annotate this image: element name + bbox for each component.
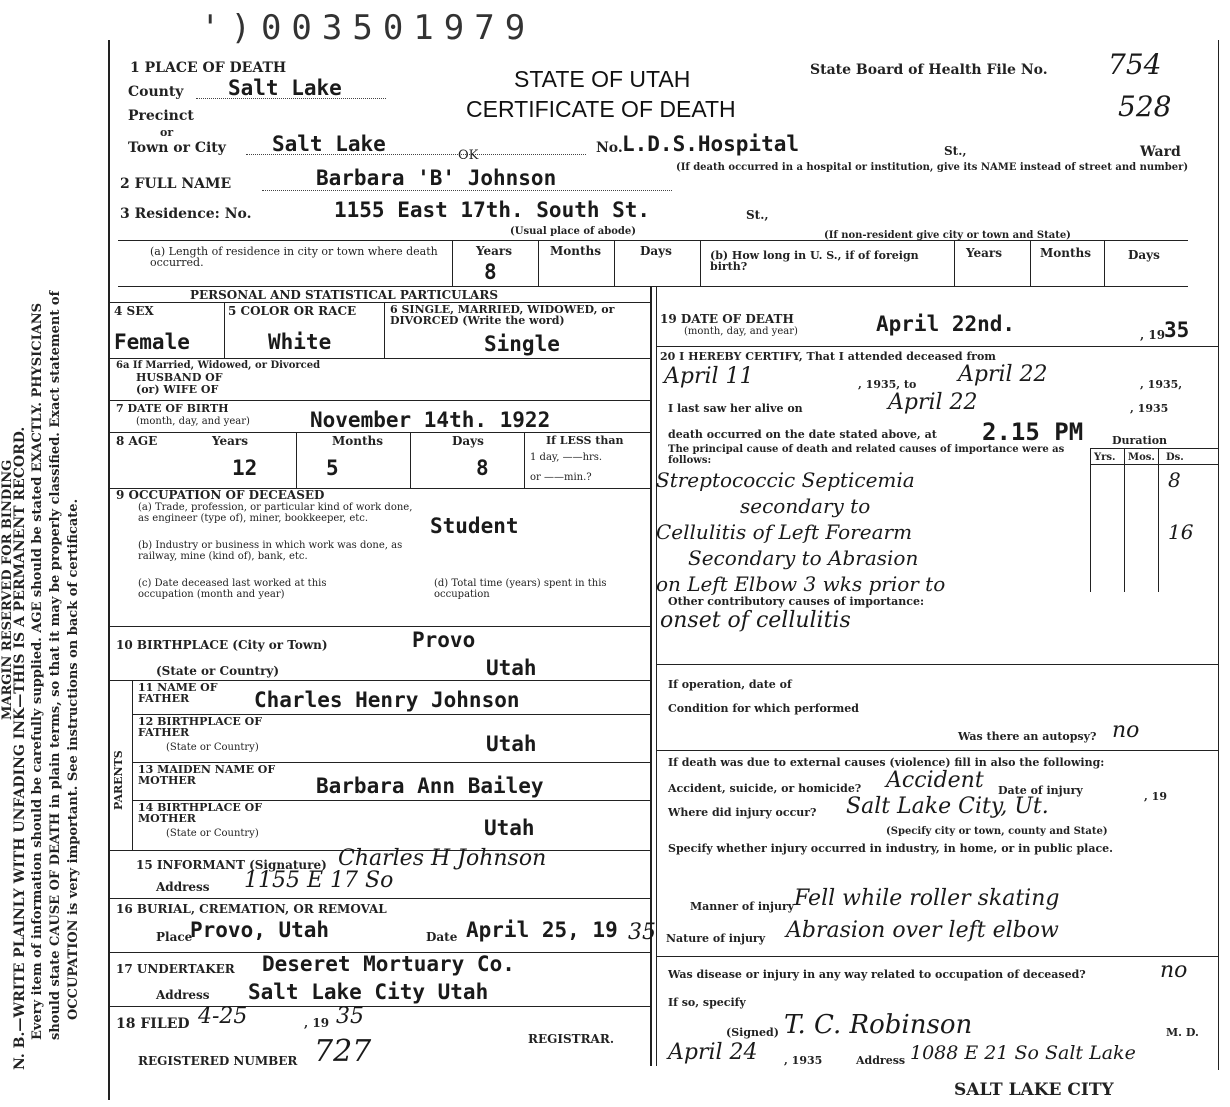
related-label: Was disease or injury in any way related to occupation of deceased? xyxy=(668,968,1086,981)
residence-label: 3 Residence: No. xyxy=(120,206,252,222)
occupation-a-label: (a) Trade, profession, or particular kind of work done, as engineer (type of), miner, bookkeeper, etc. xyxy=(138,502,413,524)
occupation-b-label: (b) Industry or business in which work was done, as railway, mine (kind of), bank, etc. xyxy=(138,540,403,562)
dob-sublabel: (month, day, and year) xyxy=(136,416,250,427)
attended-19b: , 1935, xyxy=(1140,378,1183,391)
hospital-value: L.D.S.Hospital xyxy=(622,132,800,156)
cause-of-death-text: Streptococcic Septicemia xyxy=(656,468,915,492)
age-years-label: Years xyxy=(212,434,249,448)
color-value: White xyxy=(268,330,332,354)
form-right-border xyxy=(1218,40,1219,1070)
informant-label: 15 INFORMANT (Signature) xyxy=(136,858,327,872)
father-name-label: 11 NAME OF FATHER xyxy=(138,681,218,705)
manner-label: Manner of injury xyxy=(690,900,795,913)
specify-label: Specify whether injury occurred in industry, in home, or in public place. xyxy=(668,842,1113,855)
mother-name: Barbara Ann Bailey xyxy=(316,774,544,798)
where-value: Salt Lake City, Ut. xyxy=(846,794,1049,819)
rule xyxy=(452,240,453,286)
age-months-label: Months xyxy=(332,434,384,448)
sex-label: 4 SEX xyxy=(114,304,154,318)
dod-19: , 19 xyxy=(1140,328,1166,342)
father-name: Charles Henry Johnson xyxy=(254,688,520,712)
rule xyxy=(410,432,411,488)
yrs-label: Yrs. xyxy=(1094,452,1116,463)
rule xyxy=(110,626,650,627)
informant-address: 1155 E 17 So xyxy=(244,868,394,893)
full-name-label: 2 FULL NAME xyxy=(120,176,232,192)
rule xyxy=(1104,240,1105,286)
rule xyxy=(1090,448,1218,449)
rule xyxy=(1124,448,1125,592)
or-label: or xyxy=(160,126,174,139)
cause-of-death-text: Secondary to Abrasion xyxy=(688,546,919,570)
attended-from: April 11 xyxy=(664,364,754,389)
burial-label: 16 BURIAL, CREMATION, OR REMOVAL xyxy=(116,902,387,916)
column-divider-inner xyxy=(656,286,657,1066)
length-residence-label: (a) Length of residence in city or town where death occurred. xyxy=(150,245,438,269)
ds-label: Ds. xyxy=(1166,452,1184,463)
street-label: St., xyxy=(944,144,967,158)
birthplace-city: Provo xyxy=(412,628,476,652)
less-than-label: If LESS than xyxy=(546,434,624,447)
spouse-label-c: (or) WIFE OF xyxy=(136,383,219,396)
county-value: Salt Lake xyxy=(228,76,342,100)
binding-margin xyxy=(0,0,98,1107)
full-name-line xyxy=(262,190,672,191)
occupation-c-label: (c) Date deceased last worked at this occupation (month and year) xyxy=(138,578,327,600)
father-birthplace-sublabel: (State or Country) xyxy=(166,742,259,753)
doctor-signature: T. C. Robinson xyxy=(784,1010,973,1040)
dob-label: 7 DATE OF BIRTH xyxy=(116,402,229,415)
burial-date-label: Date xyxy=(426,930,458,944)
city-stamp: SALT LAKE CITY xyxy=(954,1080,1114,1100)
external-label: If death was due to external causes (violence) fill in also the following: xyxy=(668,756,1105,769)
age-label: 8 AGE xyxy=(116,434,158,448)
county-label: County xyxy=(128,84,184,100)
principal-label: The principal cause of death and related causes of importance were as follows: xyxy=(668,444,1065,466)
burial-year: 35 xyxy=(628,920,656,945)
attended-19a: , 1935, to xyxy=(858,378,917,391)
age-months: 5 xyxy=(326,456,339,480)
doctor-address: 1088 E 21 So Salt Lake xyxy=(910,1042,1136,1064)
dod-year: 35 xyxy=(1164,318,1190,342)
rule xyxy=(538,240,539,286)
dob-value: November 14th. 1922 xyxy=(310,408,551,432)
accident-label: Accident, suicide, or homicide? xyxy=(668,782,862,795)
rule xyxy=(1030,240,1031,286)
rule xyxy=(700,240,701,286)
where-note: (Specify city or town, county and State) xyxy=(886,826,1108,837)
undertaker-value: Deseret Mortuary Co. xyxy=(262,952,515,976)
filed-date: 4-25 xyxy=(198,1004,248,1029)
cause-of-death-text: Cellulitis of Left Forearm xyxy=(656,520,913,544)
residence-years: 8 xyxy=(484,260,497,284)
rule xyxy=(656,956,1218,957)
mother-birthplace-label: 14 BIRTHPLACE OF MOTHER xyxy=(138,801,263,825)
residence-days-label: Days xyxy=(640,244,672,258)
less-min-label: or ——min.? xyxy=(530,472,592,483)
nonresident-note: (If non-resident give city or town and State) xyxy=(824,230,1071,241)
marital-label: 6 SINGLE, MARRIED, WIDOWED, or DIVORCED (Write the word) xyxy=(390,303,615,327)
rule xyxy=(110,432,650,433)
registered-number: 727 xyxy=(314,1034,372,1069)
other-causes-label: Other contributory causes of importance: xyxy=(668,595,925,608)
rule xyxy=(1090,448,1091,592)
town-label: Town or City xyxy=(128,140,226,156)
burial-place: Provo, Utah xyxy=(190,918,330,942)
sex-value: Female xyxy=(114,330,190,354)
margin-note-1: N. B.—WRITE PLAINLY WITH UNFADING INK—THIS IS A PERMANENT RECORD. xyxy=(12,426,28,1070)
occurred-label: death occurred on the date stated above, at xyxy=(668,428,937,441)
rule xyxy=(954,240,955,286)
personal-heading: PERSONAL AND STATISTICAL PARTICULARS xyxy=(190,288,499,302)
birthplace-state-label: (State or Country) xyxy=(156,664,280,678)
accident-value: Accident xyxy=(886,768,984,793)
birthplace-state: Utah xyxy=(486,656,537,680)
undertaker-address-label: Address xyxy=(156,988,210,1002)
signed-date: April 24 xyxy=(668,1040,758,1065)
informant-address-label: Address xyxy=(156,880,210,894)
dod-label: 19 DATE OF DEATH xyxy=(660,312,794,326)
if-so-label: If so, specify xyxy=(668,996,746,1009)
cause-of-death-text: on Left Elbow 3 wks prior to xyxy=(656,572,946,596)
file-number: 754 xyxy=(1108,48,1162,81)
residence-months-label: Months xyxy=(550,244,602,258)
informant-signature: Charles H Johnson xyxy=(338,846,547,871)
age-days-label: Days xyxy=(452,434,484,448)
rule xyxy=(656,664,1218,665)
father-birthplace: Utah xyxy=(486,732,537,756)
last-saw-19: , 1935 xyxy=(1130,402,1169,415)
rule xyxy=(110,400,650,401)
burial-place-label: Place xyxy=(156,930,193,944)
occupation-value: Student xyxy=(430,514,519,538)
certify-label: 20 I HEREBY CERTIFY, That I attended deceased from xyxy=(660,350,996,363)
cause-duration-days: 16 xyxy=(1168,520,1194,544)
father-birthplace-label: 12 BIRTHPLACE OF FATHER xyxy=(138,715,263,739)
marital-value: Single xyxy=(484,332,560,356)
mother-birthplace-sublabel: (State or Country) xyxy=(166,828,259,839)
autopsy-label: Was there an autopsy? xyxy=(958,730,1097,743)
registrar-label: REGISTRAR. xyxy=(528,1032,615,1046)
form-left-border xyxy=(108,40,110,1100)
rule xyxy=(656,750,1218,751)
rule xyxy=(110,1006,650,1007)
injury-date-19: , 19 xyxy=(1144,790,1167,803)
spouse-label-a: 6a If Married, Widowed, or Divorced xyxy=(116,360,321,371)
color-label: 5 COLOR OR RACE xyxy=(228,304,357,318)
doctor-address-label: Address xyxy=(856,1054,906,1067)
time-of-death: 2.15 PM xyxy=(982,418,1084,446)
operation-label: If operation, date of xyxy=(668,678,792,691)
spouse-label-b: HUSBAND OF xyxy=(136,371,223,384)
occupation-d-label: (d) Total time (years) spent in this occupation xyxy=(434,578,607,600)
filed-label: 18 FILED xyxy=(116,1016,190,1032)
column-divider xyxy=(650,286,652,1066)
dod-value: April 22nd. xyxy=(876,312,1016,336)
cause-duration-days: 8 xyxy=(1168,468,1181,492)
rule xyxy=(614,240,615,286)
rule xyxy=(224,302,225,358)
age-days: 8 xyxy=(476,456,489,480)
ward-label: Ward xyxy=(1140,144,1181,160)
town-value: Salt Lake xyxy=(272,132,386,156)
place-number-label: No. xyxy=(596,140,623,156)
less-day-label: 1 day, ——hrs. xyxy=(530,452,603,463)
undertaker-label: 17 UNDERTAKER xyxy=(116,962,235,976)
cause-of-death-text: secondary to xyxy=(740,494,871,518)
related-value: no xyxy=(1160,958,1188,983)
rule xyxy=(110,898,650,899)
town-line xyxy=(246,154,586,155)
residence-box-bottom xyxy=(118,286,1188,287)
margin-note-2: Every item of information should be carefully supplied. AGE should be stated EXACTLY. PHYSICIANS xyxy=(30,302,45,1040)
md-label: M. D. xyxy=(1166,1026,1199,1039)
margin-binding-note: MARGIN RESERVED FOR BINDING xyxy=(0,459,15,720)
residence-box-top xyxy=(118,240,1188,241)
undertaker-address: Salt Lake City Utah xyxy=(248,980,489,1004)
us-months-label: Months xyxy=(1040,246,1092,260)
margin-note-3: should state CAUSE OF DEATH in plain terms, so that it may be properly classified. Exact statement of xyxy=(48,290,63,1040)
signed-19: , 1935 xyxy=(784,1054,823,1067)
rule xyxy=(296,432,297,488)
us-residence-label: (b) How long in U. S., if of foreign birth? xyxy=(710,249,919,273)
hospital-note: (If death occurred in a hospital or institution, give its NAME instead of street and number) xyxy=(676,162,1189,173)
last-saw-date: April 22 xyxy=(888,390,978,415)
filed-19: , 19 xyxy=(304,1016,330,1030)
rule xyxy=(384,302,385,358)
us-years-label: Years xyxy=(966,246,1003,260)
residence-st-label: St., xyxy=(746,208,769,222)
nature-value: Abrasion over left elbow xyxy=(786,918,1059,943)
attended-to: April 22 xyxy=(958,362,1048,387)
signed-label: (Signed) xyxy=(726,1026,779,1039)
occupation-heading: 9 OCCUPATION OF DECEASED xyxy=(116,488,325,502)
rule xyxy=(1090,464,1218,465)
birthplace-label: 10 BIRTHPLACE (City or Town) xyxy=(116,638,328,652)
duration-label: Duration xyxy=(1112,434,1168,447)
rule xyxy=(110,358,650,359)
nature-label: Nature of injury xyxy=(666,932,766,945)
rule xyxy=(524,432,525,488)
full-name-value: Barbara 'B' Johnson xyxy=(316,166,557,190)
condition-label: Condition for which performed xyxy=(668,702,859,715)
residence-value: 1155 East 17th. South St. xyxy=(334,198,651,222)
ok-mark: OK xyxy=(458,148,479,163)
mother-name-label: 13 MAIDEN NAME OF MOTHER xyxy=(138,763,276,787)
abode-note: (Usual place of abode) xyxy=(510,226,636,237)
other-causes: onset of cellulitis xyxy=(660,608,851,633)
mos-label: Mos. xyxy=(1128,452,1155,463)
filed-year: 35 xyxy=(336,1004,364,1029)
burial-date: April 25, 19 xyxy=(466,918,618,942)
parents-label: PARENTS xyxy=(112,750,125,810)
manner-value: Fell while roller skating xyxy=(794,886,1060,911)
rule xyxy=(656,346,1218,347)
file-number-label: State Board of Health File No. xyxy=(810,62,1048,78)
county-line xyxy=(196,98,386,99)
precinct-label: Precinct xyxy=(128,108,194,124)
rule xyxy=(1158,448,1159,592)
where-label: Where did injury occur? xyxy=(668,806,817,819)
margin-note-4: OCCUPATION is very important. See instructions on back of certificate. xyxy=(66,498,81,1020)
registered-number-label: REGISTERED NUMBER xyxy=(138,1054,298,1068)
dod-sublabel: (month, day, and year) xyxy=(684,326,798,337)
place-of-death-heading: 1 PLACE OF DEATH xyxy=(130,60,287,76)
file-number-secondary: 528 xyxy=(1118,90,1172,123)
autopsy-value: no xyxy=(1112,718,1140,743)
certificate-title: CERTIFICATE OF DEATH xyxy=(466,96,736,122)
age-years: 12 xyxy=(232,456,258,480)
us-days-label: Days xyxy=(1128,248,1160,262)
residence-years-label: Years xyxy=(476,244,513,258)
injury-date-label: Date of injury xyxy=(998,784,1083,797)
mother-birthplace: Utah xyxy=(484,816,535,840)
serial-number: ')003501979 xyxy=(200,8,536,48)
state-title: STATE OF UTAH xyxy=(514,66,691,92)
rule xyxy=(132,680,133,850)
last-saw-label: I last saw her alive on xyxy=(668,402,803,415)
